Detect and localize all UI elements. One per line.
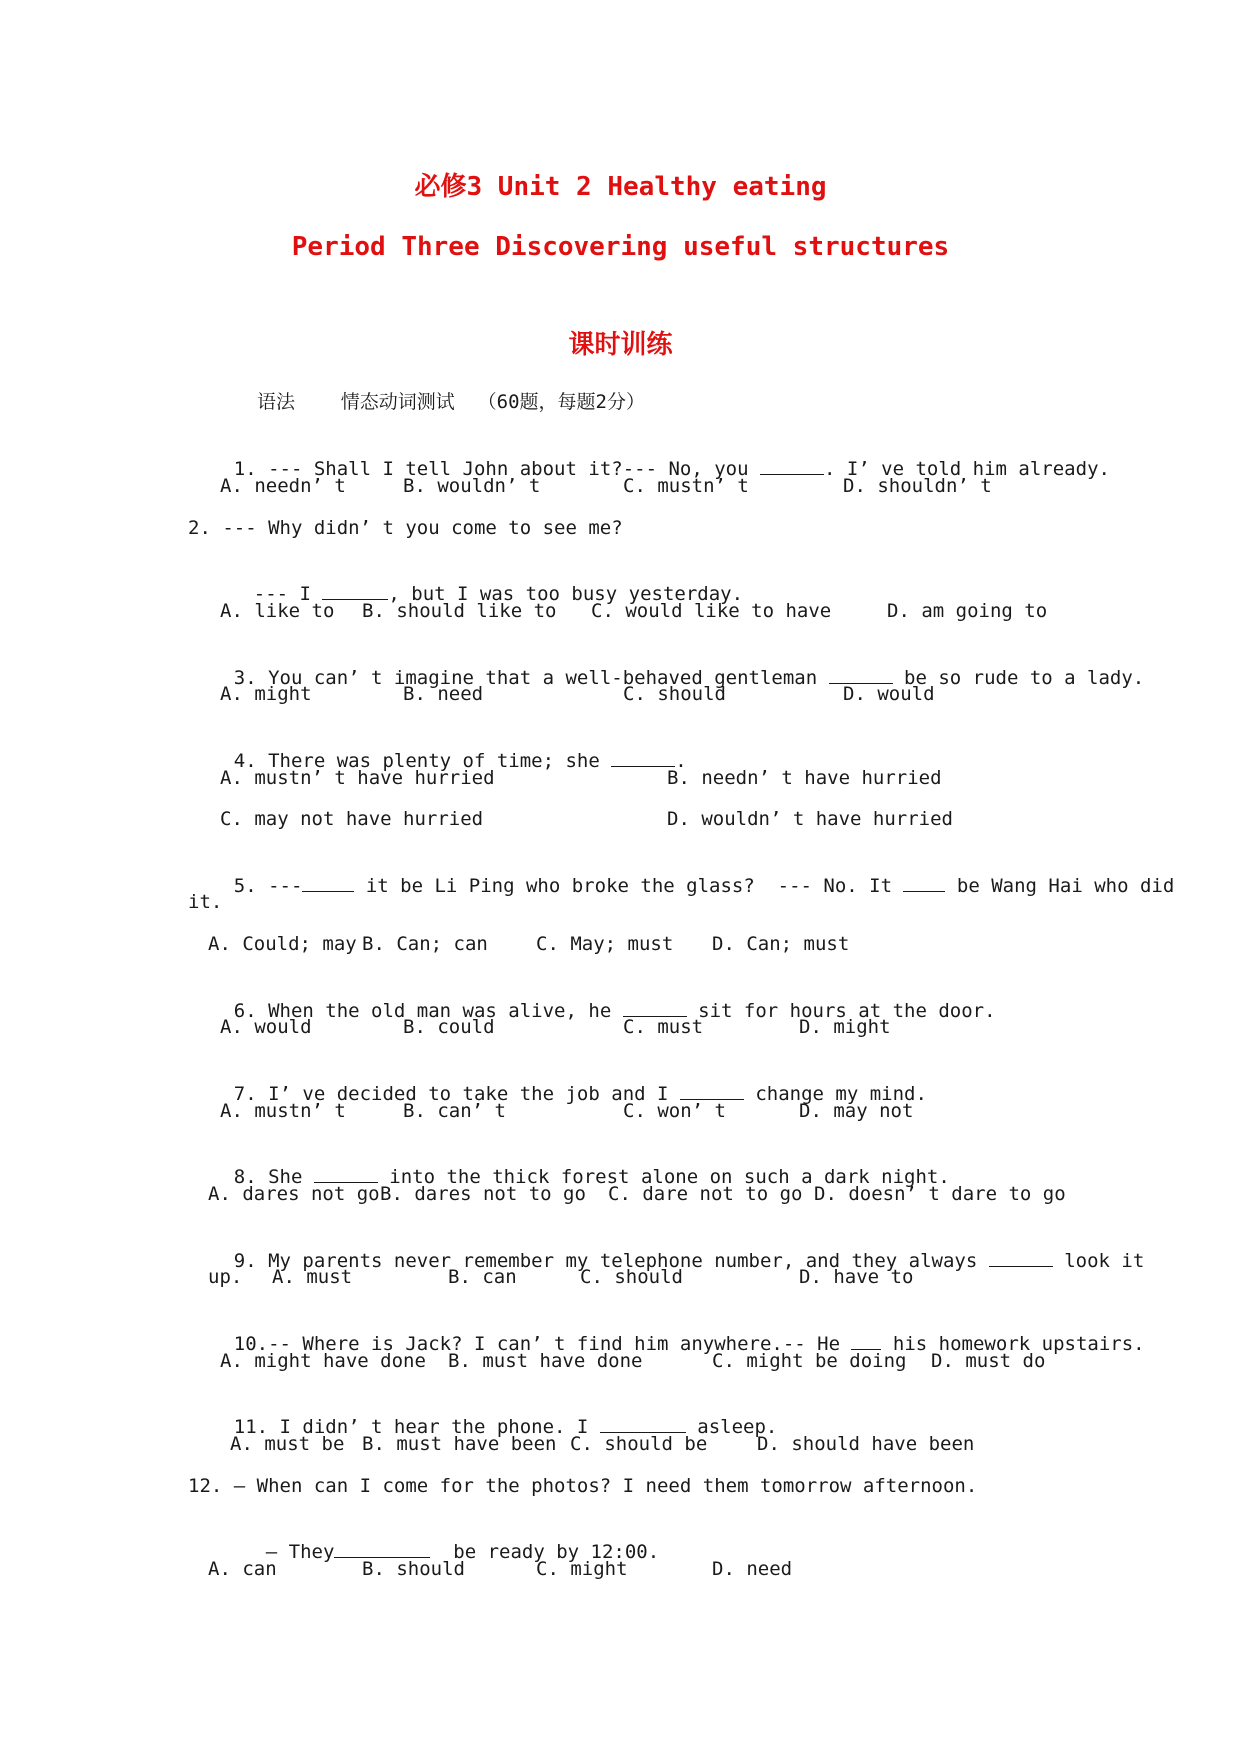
answer-blank (314, 1164, 378, 1183)
answer-blank (302, 873, 354, 892)
option-c: C. dare not to go (608, 1183, 803, 1205)
option-b: B. needn’ t have hurried (667, 767, 942, 789)
option-a: A. must (272, 1266, 353, 1288)
option-d: D. would (843, 683, 935, 705)
option-a: A. must be (230, 1433, 345, 1455)
option-c: C. must (623, 1016, 704, 1038)
question-text: be Wang Hai who did (945, 875, 1175, 897)
question-text: look it (1052, 1250, 1145, 1272)
question-text: 7. I’ ve decided to take the job and I (233, 1083, 680, 1105)
option-c: C. should (623, 683, 726, 705)
answer-blank (600, 1414, 686, 1433)
option-d: D. shouldn’ t (843, 475, 992, 497)
question-text: 5. --- (233, 875, 303, 897)
question-5 (188, 849, 1174, 922)
option-b: B. should like to (362, 600, 557, 622)
period-title: Period Three Discovering useful structures (291, 232, 950, 262)
question-text: be ready by 12:00. (430, 1541, 660, 1563)
answer-blank (334, 1539, 430, 1558)
option-b: B. dares not to go (380, 1183, 586, 1205)
question-text: asleep. (685, 1416, 778, 1438)
option-c: C. mustn’ t (623, 475, 749, 497)
answer-blank (760, 456, 824, 475)
option-c: C. should (580, 1266, 683, 1288)
question-text: his homework upstairs. (881, 1333, 1145, 1355)
question-text: 10.-- Where is Jack? I can’ t find him anywhere.-- He (233, 1333, 852, 1355)
answer-blank (851, 1331, 881, 1350)
option-d: D. might (799, 1016, 891, 1038)
question-text: --- I (253, 583, 323, 605)
section-title: 课时训练 (568, 330, 673, 360)
option-d: D. should have been (757, 1433, 975, 1455)
question-text: . (675, 750, 687, 772)
option-d: D. doesn’ t dare to go (814, 1183, 1066, 1205)
option-b: B. could (403, 1016, 495, 1038)
question-9-cont: up. (208, 1266, 243, 1288)
question-5-cont: it. (188, 891, 223, 913)
option-c: C. may not have hurried (220, 808, 484, 830)
question-text: 11. I didn’ t hear the phone. I (233, 1416, 600, 1438)
question-text: 8. She (233, 1166, 314, 1188)
option-b: B. must have done (448, 1350, 643, 1372)
answer-blank (903, 873, 945, 892)
test-subtitle: 语法 情态动词测试 （60题，每题2分） (257, 391, 645, 413)
option-d: D. must do (931, 1350, 1046, 1372)
option-b: B. wouldn’ t (403, 475, 541, 497)
option-c: C. May; must (536, 933, 674, 955)
answer-blank (611, 748, 675, 767)
question-text: 4. There was plenty of time; she (233, 750, 612, 772)
option-d: D. need (712, 1558, 793, 1580)
option-d: D. wouldn’ t have hurried (667, 808, 953, 830)
option-c: C. should be (570, 1433, 708, 1455)
question-text: into the thick forest alone on such a dark night. (377, 1166, 950, 1188)
option-a: A. can (208, 1558, 277, 1580)
option-b: B. can (448, 1266, 517, 1288)
question-12: 12. — When can I come for the photos? I need them tomorrow afternoon. (188, 1475, 978, 1497)
option-b: B. should (362, 1558, 465, 1580)
question-text: be so rude to a lady. (892, 667, 1145, 689)
document-title: 必修3 Unit 2 Healthy eating (414, 172, 827, 202)
option-b: B. Can; can (362, 933, 488, 955)
option-a: A. dares not go (208, 1183, 380, 1205)
option-b: B. need (403, 683, 484, 705)
answer-blank (680, 1081, 744, 1100)
option-a: A. mustn’ t have hurried (220, 767, 495, 789)
option-b: B. can’ t (403, 1100, 506, 1122)
option-a: A. like to (220, 600, 335, 622)
question-text: change my mind. (743, 1083, 927, 1105)
option-c: C. won’ t (623, 1100, 726, 1122)
question-text: 1. --- Shall I tell John about it?--- No, you (233, 458, 760, 480)
question-2: 2. --- Why didn’ t you come to see me? (188, 517, 623, 539)
question-text: 9. My parents never remember my telephone number, and they always (233, 1250, 989, 1272)
option-a: A. might have done (220, 1350, 426, 1372)
question-text: 3. You can’ t imagine that a well-behaved gentleman (233, 667, 829, 689)
question-text: . I’ ve told him already. (823, 458, 1110, 480)
option-d: D. am going to (887, 600, 1048, 622)
option-a: A. mustn’ t (220, 1100, 346, 1122)
answer-blank (989, 1248, 1053, 1267)
question-text: — They (265, 1541, 335, 1563)
question-text: sit for hours at the door. (686, 1000, 996, 1022)
option-b: B. must have been (362, 1433, 557, 1455)
option-d: D. may not (799, 1100, 914, 1122)
question-text: it be Li Ping who broke the glass? --- No. It (354, 875, 904, 897)
option-a: A. Could; may (208, 933, 357, 955)
option-c: C. might (536, 1558, 628, 1580)
answer-blank (322, 581, 388, 600)
option-d: D. have to (799, 1266, 914, 1288)
option-a: A. needn’ t (220, 475, 346, 497)
option-c: C. would like to have (591, 600, 832, 622)
question-text: 6. When the old man was alive, he (233, 1000, 623, 1022)
option-a: A. would (220, 1016, 312, 1038)
question-text: , but I was too busy yesterday. (388, 583, 744, 605)
option-a: A. might (220, 683, 312, 705)
option-c: C. might be doing (712, 1350, 907, 1372)
option-d: D. Can; must (712, 933, 850, 955)
